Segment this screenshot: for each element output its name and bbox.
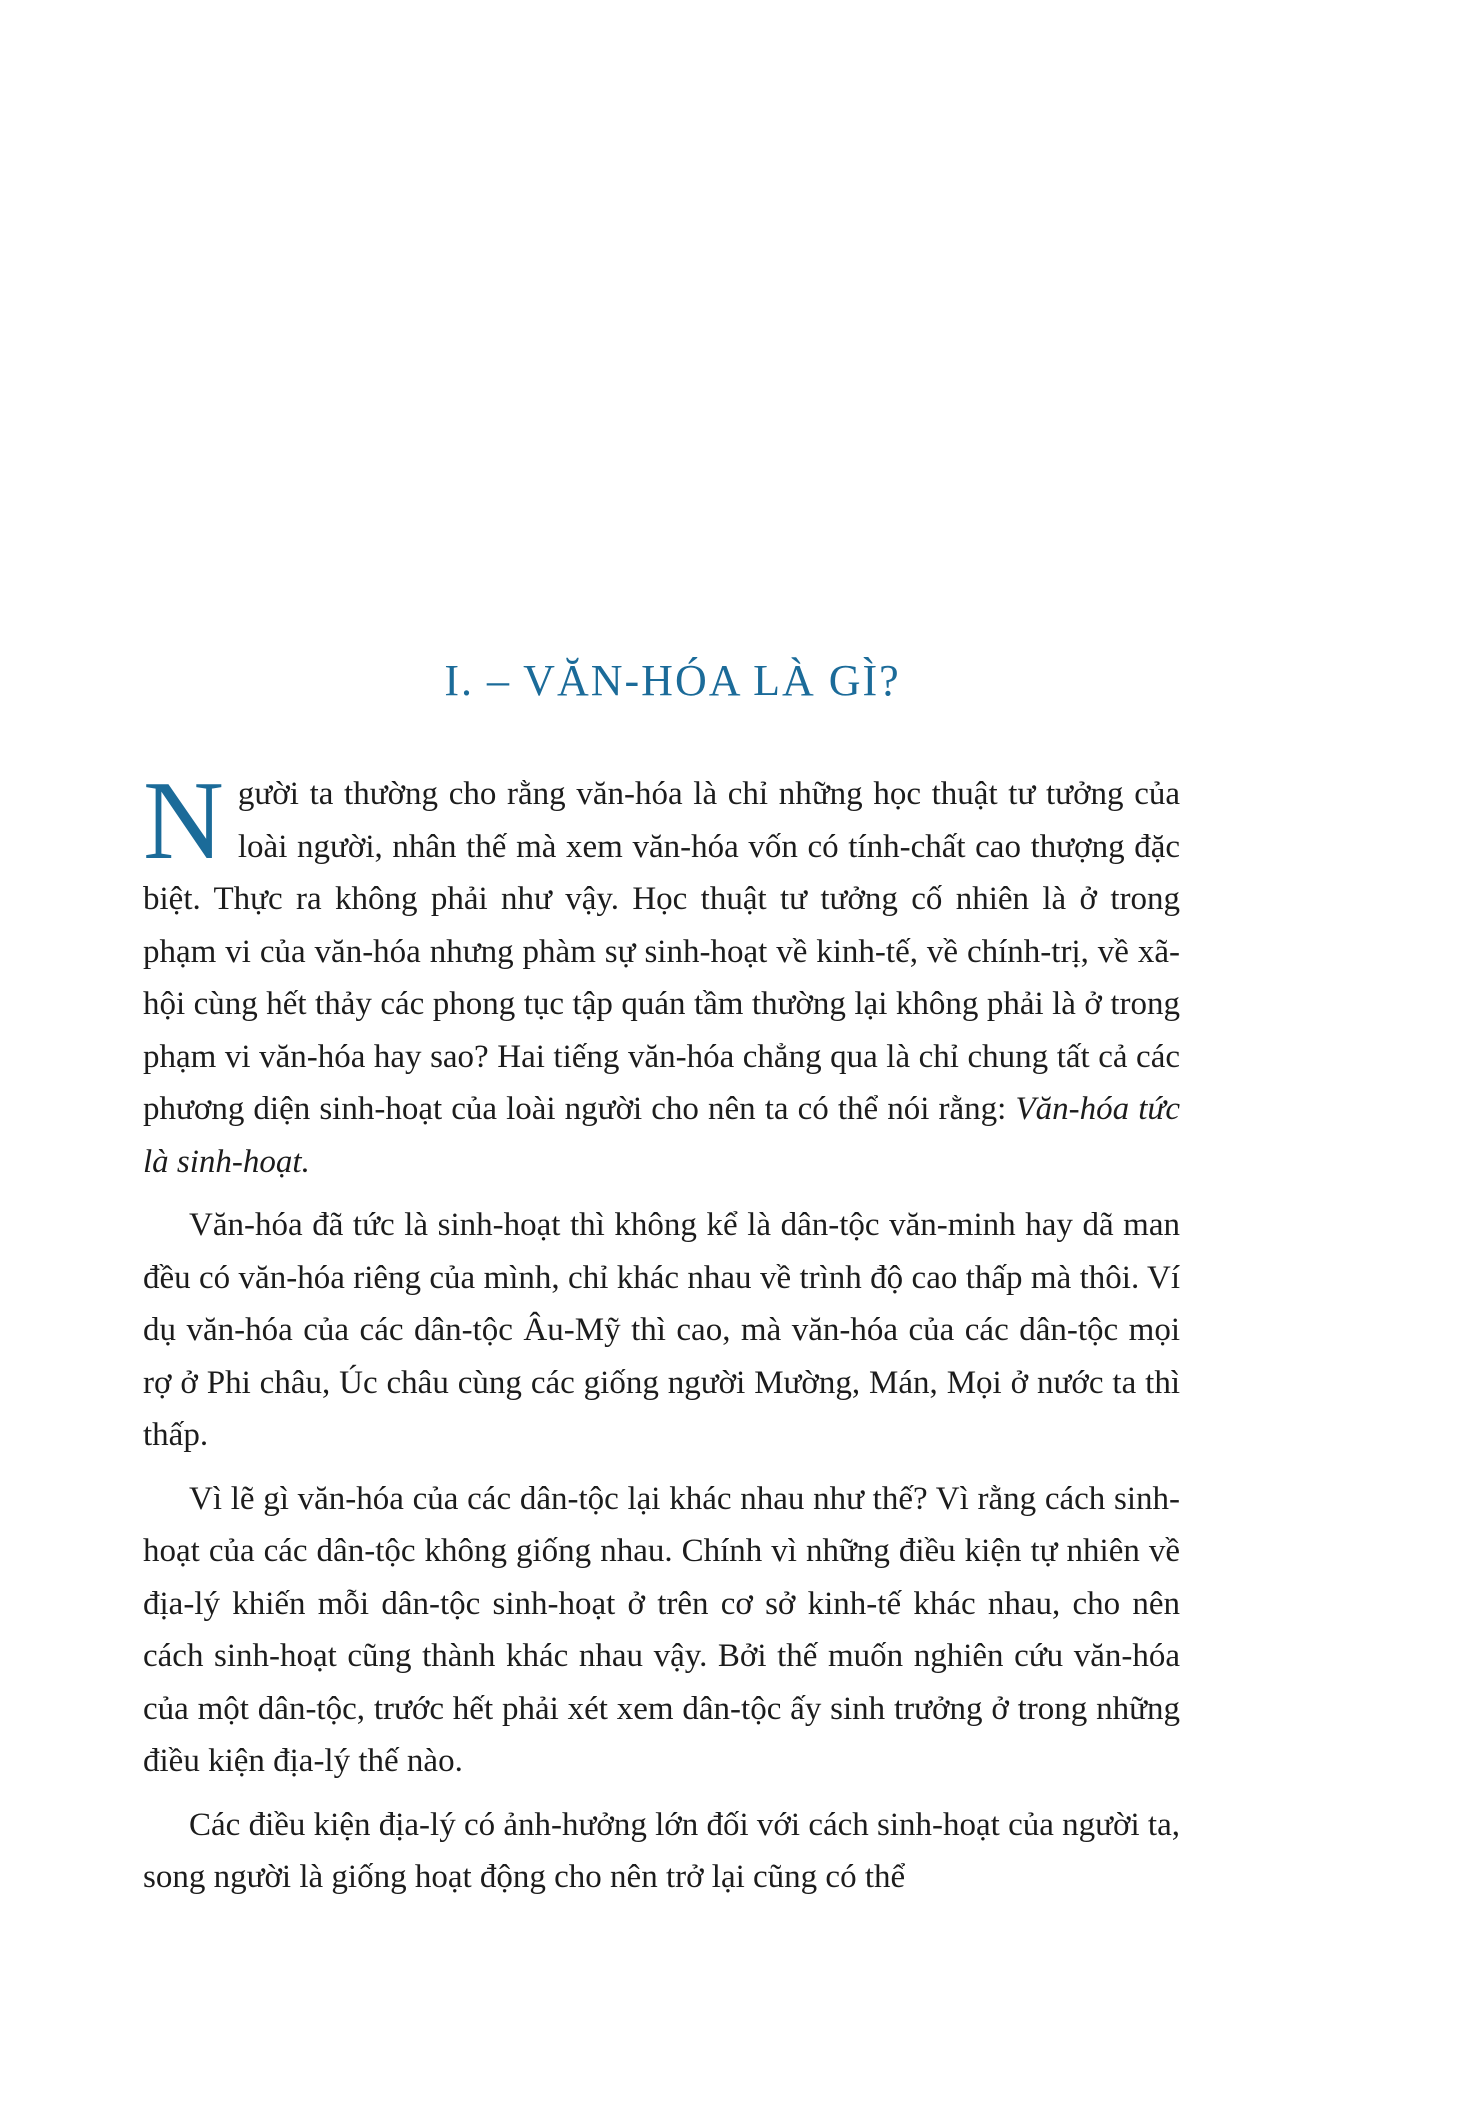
paragraph-3: Vì lẽ gì văn-hóa của các dân-tộc lại khác nhau như thế? Vì rằng cách sinh-hoạt của các dân-tộc không giống nhau. Chính vì những điều kiện tự nhiên về địa-lý khiến mỗi dân-tộc sinh-hoạt ở trên cơ sở kinh-tế khác nhau, cho nên cách sinh-hoạt cũng thành khác nhau vậy. Bởi thế muốn nghiên cứu văn-hóa của một dân-tộc, trước hết phải xét xem dân-tộc ấy sinh trưởng ở trong những điều kiện địa-lý thế nào. (143, 1480, 1180, 1779)
drop-cap-letter: N (143, 759, 224, 883)
chapter-heading: I. – VĂN-HÓA LÀ GÌ? (444, 656, 901, 705)
paragraph-1-italic-phrase: Văn-hóa tức là sinh-hoạt. (143, 1091, 1181, 1180)
paragraph-1 (143, 759, 1181, 1188)
text-column (143, 0, 1180, 1904)
page-body (143, 759, 1181, 1904)
paragraph-4: Các điều kiện địa-lý có ảnh-hưởng lớn đối với cách sinh-hoạt của người ta, song người là giống hoạt động cho nên trở lại cũng có thể (143, 1806, 1180, 1895)
paragraph-2: Văn-hóa đã tức là sinh-hoạt thì không kể là dân-tộc văn-minh hay dã man đều có văn-hóa riêng của mình, chỉ khác nhau về trình độ cao thấp mà thôi. Ví dụ văn-hóa của các dân-tộc Âu-Mỹ thì cao, mà văn-hóa của các dân-tộc mọi rợ ở Phi châu, Úc châu cùng các giống người Mường, Mán, Mọi ở nước ta thì thấp. (143, 1207, 1180, 1453)
paragraph-1-text: gười ta thường cho rằng văn-hóa là chỉ những học thuật tư tưởng của loài người, nhân thế mà xem văn-hóa vốn có tính-chất cao thượng đặc biệt. Thực ra không phải như vậy. Học thuật tư tưởng cố nhiên là ở trong phạm vi của văn-hóa nhưng phàm sự sinh-hoạt về kinh-tế, về chính-trị, về xã-hội cùng hết thảy các phong tục tập quán tầm thường lại không phải là ở trong phạm vi văn-hóa hay sao? Hai tiếng văn-hóa chẳng qua là chỉ chung tất cả các phương diện sinh-hoạt của loài người cho nên ta có thể nói rằng: (143, 776, 1180, 1127)
